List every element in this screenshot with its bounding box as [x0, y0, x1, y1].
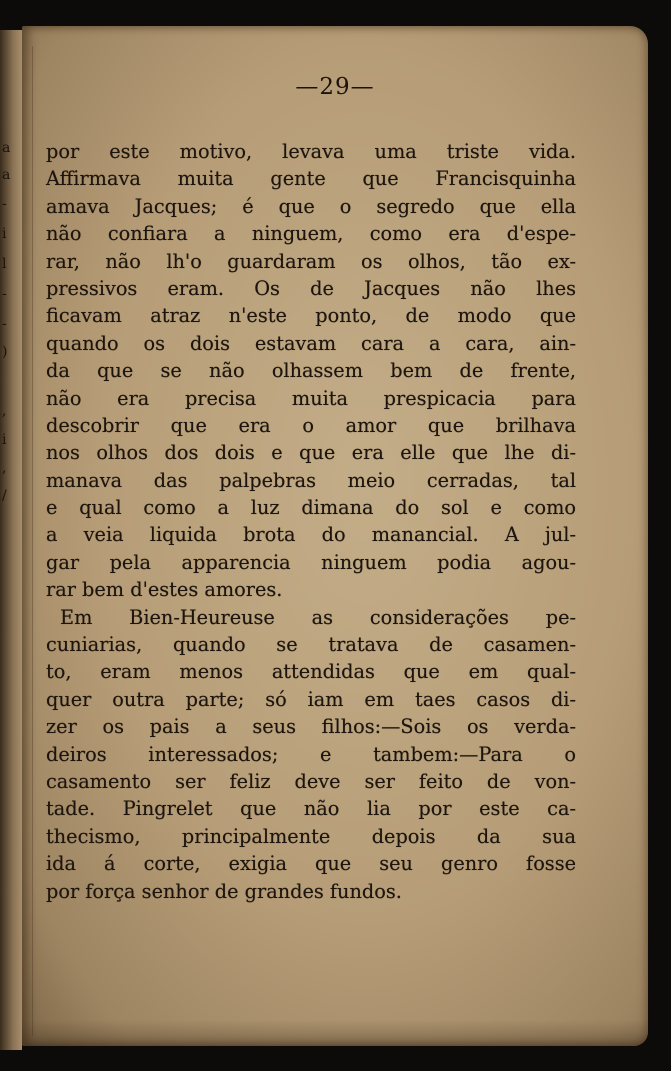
text-line: deiros interessados; e tambem:—Para o: [46, 742, 576, 766]
bleed-mark: i: [2, 432, 7, 448]
bleed-mark: ): [2, 344, 8, 360]
text-line: da que se não olhassem bem de frente,: [46, 359, 576, 383]
bleed-mark: ,: [2, 403, 7, 419]
text-line: não confiara a ninguem, como era d'espe-: [46, 222, 576, 246]
page-gutter-line: [32, 46, 33, 1036]
bleed-mark: -: [2, 316, 7, 332]
text-line: manava das palpebras meio cerradas, tal: [46, 468, 576, 492]
text-line: por este motivo, levava uma triste vida.: [46, 140, 576, 163]
bleed-mark: a: [2, 140, 11, 156]
text-line: cuniarias, quando se tratava de casamen-: [46, 633, 576, 657]
text-line: thecismo, principalmente depois da sua: [46, 824, 576, 848]
text-line: gar pela apparencia ninguem podia agou-: [46, 550, 576, 574]
bleed-mark: -: [2, 286, 7, 302]
bleed-mark: l: [2, 256, 7, 272]
text-line-paragraph-end: por força senhor de grandes fundos.: [46, 879, 402, 903]
text-line: não era precisa muita prespicacia para: [46, 386, 576, 410]
text-line: nos olhos dos dois e que era elle que lhe di-: [46, 441, 576, 465]
text-line: amava Jacques; é que o segredo que ella: [46, 194, 576, 218]
text-line: rar, não lh'o guardaram os olhos, tão ex-: [46, 249, 576, 273]
bleed-mark: a: [2, 167, 11, 183]
text-line: ficavam atraz n'este ponto, de modo que: [46, 304, 576, 328]
text-line: e qual como a luz dimana do sol e como: [46, 496, 576, 520]
text-line: Affirmava muita gente que Francisquinha: [46, 167, 576, 191]
text-line: tade. Pingrelet que não lia por este ca-: [46, 797, 576, 821]
text-line-paragraph-start: Em Bien-Heureuse as considerações pe-: [60, 605, 576, 629]
bleed-mark: ,: [2, 460, 7, 476]
bleed-mark: i: [2, 226, 7, 242]
text-line: descobrir que era o amor que brilhava: [46, 413, 576, 437]
bleed-mark: /: [2, 488, 7, 504]
text-line: quer outra parte; só iam em taes casos di-: [46, 687, 576, 711]
text-line: casamento ser feliz deve ser feito de von-: [46, 769, 576, 793]
text-line: a veia liquida brota do manancial. A jul-: [46, 523, 576, 547]
text-line: ida á corte, exigia que seu genro fosse: [46, 852, 576, 876]
text-line-paragraph-end: rar bem d'estes amores.: [46, 578, 283, 602]
bleed-mark: -: [2, 196, 7, 212]
page-bottom-shadow: [22, 1020, 648, 1046]
book-page: [22, 26, 648, 1046]
text-line: pressivos eram. Os de Jacques não lhes: [46, 276, 576, 300]
previous-page-bleed-marks: [2, 0, 16, 1071]
page-body-text: [46, 138, 576, 905]
text-line: quando os dois estavam cara a cara, ain-: [46, 331, 576, 355]
text-line: zer os pais a seus filhos:—Sois os verda-: [46, 715, 576, 739]
page-number: —29—: [295, 74, 375, 100]
text-line: to, eram menos attendidas que em qual-: [46, 660, 576, 684]
